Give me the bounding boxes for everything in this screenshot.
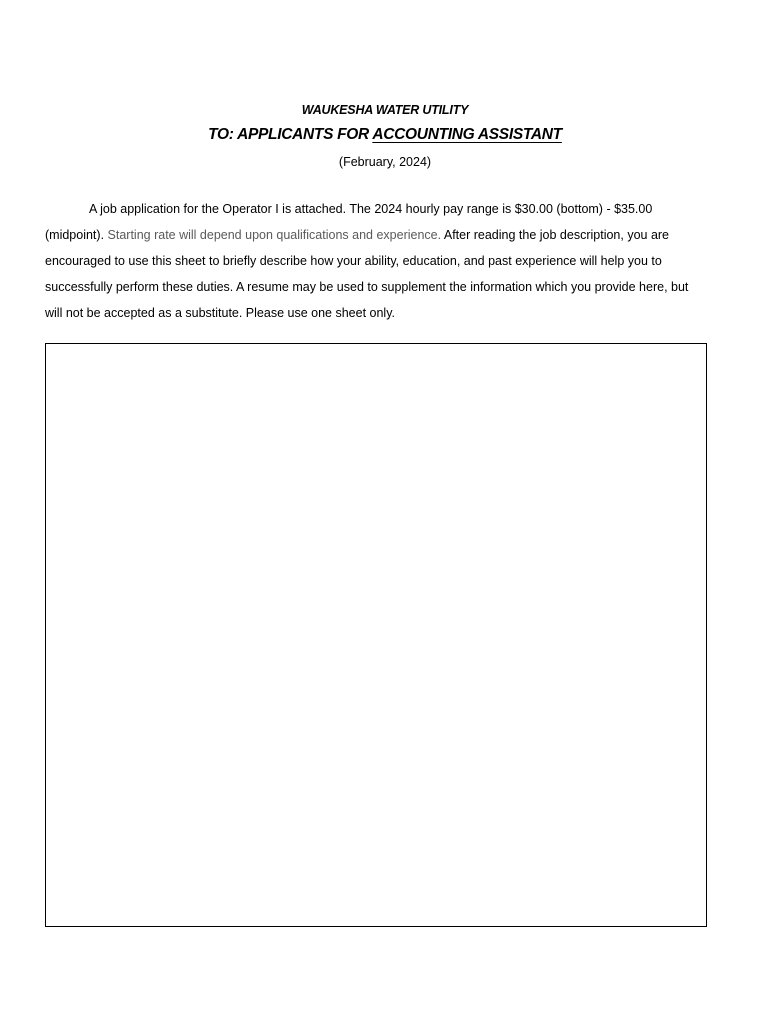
response-box[interactable] [45,343,707,927]
starting-rate-text: Starting rate will depend upon qualifications and experience. [107,227,444,242]
position-title: ACCOUNTING ASSISTANT [372,126,562,143]
pay-range-text: A job application for the Operator I is attached. The 2024 hourly pay range is $30.00 (bottom) - $35.00 (midpoint). [45,201,653,242]
to-line [0,126,770,144]
instructions-text: After reading the job description, you are encouraged to use this sheet to briefly describe how your ability, education, and past experience will help you to successfully perform these duties. A resume may be used to supplement the information which you provide here, but will not be accepted as a substitute. Please use one sheet only. [45,227,689,320]
organization-title: WAUKESHA WATER UTILITY [301,103,469,117]
to-prefix: TO: APPLICANTS FOR [208,126,373,143]
instructions-paragraph [45,196,695,326]
date-line: (February, 2024) [338,155,432,169]
